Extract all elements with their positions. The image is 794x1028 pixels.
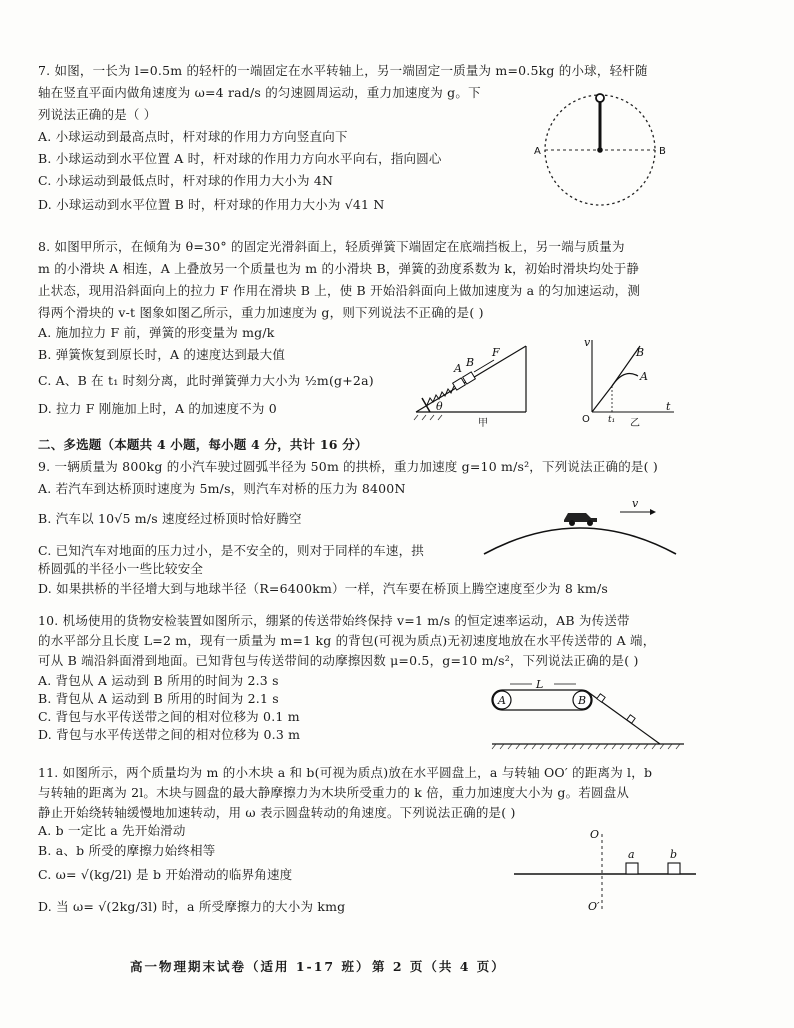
- q8-graph-t1: t₁: [608, 415, 616, 425]
- q9-fig-label-v: v: [632, 497, 639, 510]
- footer-exam-title: 高一物理期末试卷（适用 1-17 班）: [130, 959, 371, 974]
- q10-stem-line3: 可从 B 端沿斜面滑到地面。已知背包与传送带间的动摩擦因数 μ=0.5，g=10 m/s²，下列说法正确的是( ): [38, 653, 639, 668]
- q10-stem-line1: 10. 机场使用的货物安检装置如图所示，绷紧的传送带始终保持 v=1 m/s 的恒定速率运动，AB 为传送带: [38, 613, 630, 628]
- q11-turntable-figure: [510, 826, 700, 916]
- q10-fig-label-l: L: [536, 678, 544, 691]
- q10-option-b: B. 背包从 A 运动到 B 所用的时间为 2.1 s: [38, 691, 279, 706]
- q11-fig-label-a: a: [628, 848, 635, 861]
- q7-fig-label-a: A: [534, 146, 541, 157]
- q8-vt-graph: [578, 336, 678, 428]
- q8-graph-origin: O: [582, 414, 590, 425]
- q11-option-d: D. 当 ω= √(2kg/3l) 时，a 所受摩擦力的大小为 kmg: [38, 899, 346, 914]
- q9-stem: 9. 一辆质量为 800kg 的小汽车驶过圆弧半径为 50m 的拱桥，重力加速度 g=10 m/s²，下列说法正确的是( ): [38, 459, 658, 474]
- q8-stem-line4: 得两个滑块的 v-t 图象如图乙所示，重力加速度为 g，则下列说法不正确的是( ): [38, 305, 484, 320]
- q8-graph-label-b: B: [636, 346, 645, 359]
- q7-stem-line2: 轴在竖直平面内做角速度为 ω=4 rad/s 的匀速圆周运动，重力加速度为 g。下: [38, 85, 481, 100]
- q7-stem-line3: 列说法正确的是（ ）: [38, 107, 157, 122]
- q11-stem-line3: 静止开始绕转轴缓慢地加速转动，用 ω 表示圆盘转动的角速度。下列说法正确的是( ): [38, 805, 516, 820]
- q11-fig-label-o-prime: O′: [588, 900, 600, 913]
- q7-option-a: A. 小球运动到最高点时，杆对球的作用力方向竖直向下: [38, 129, 348, 144]
- q9-arch-bridge-figure: [480, 494, 680, 560]
- q9-option-c-line1: C. 已知汽车对地面的压力过小，是不安全的，则对于同样的车速，拱: [38, 543, 424, 558]
- section-multiple-choice-heading: 二、多选题（本题共 4 小题，每小题 4 分，共计 16 分）: [38, 437, 368, 452]
- q11-fig-label-o: O: [590, 828, 600, 841]
- q10-conveyor-figure: [488, 668, 688, 752]
- q7-circle-figure: [530, 88, 680, 228]
- q7-option-b: B. 小球运动到水平位置 A 时，杆对球的作用力方向水平向右，指向圆心: [38, 151, 442, 166]
- q7-option-c: C. 小球运动到最低点时，杆对球的作用力大小为 4N: [38, 173, 334, 188]
- q8-fig-label-yi: 乙: [630, 418, 640, 428]
- q8-fig-label-b: B: [466, 356, 475, 369]
- q8-fig-label-jia: 甲: [478, 418, 488, 428]
- q10-option-d: D. 背包与水平传送带之间的相对位移为 0.3 m: [38, 727, 301, 742]
- q11-option-b: B. a、b 所受的摩擦力始终相等: [38, 843, 216, 858]
- q7-option-d: D. 小球运动到水平位置 B 时，杆对球的作用力大小为 √41 N: [38, 197, 385, 212]
- q8-fig-label-a: A: [454, 362, 462, 375]
- q11-option-a: A. b 一定比 a 先开始滑动: [38, 823, 186, 838]
- q10-stem-line2: 的水平部分且长度 L=2 m，现有一质量为 m=1 kg 的背包(可视为质点)无初速度地放在水平传送带的 A 端，: [38, 633, 656, 648]
- q9-option-d: D. 如果拱桥的半径增大到与地球半径（R=6400km）一样，汽车要在桥顶上腾空速度至少为 8 km/s: [38, 581, 609, 596]
- q8-graph-axis-v: v: [584, 336, 591, 349]
- q11-stem-line1: 11. 如图所示，两个质量均为 m 的小木块 a 和 b(可视为质点)放在水平圆盘上，a 与转轴 OO′ 的距离为 l，b: [38, 765, 653, 780]
- q8-stem-line3: 止状态，现用沿斜面向上的拉力 F 作用在滑块 B 上，使 B 开始沿斜面向上做加速度为 a 的匀加速运动，测: [38, 283, 641, 298]
- q8-stem-line2: m 的小滑块 A 相连，A 上叠放另一个质量也为 m 的小滑块 B，弹簧的劲度系数为 k，初始时滑块均处于静: [38, 261, 640, 276]
- footer-page-number: 第 2 页（共 4 页）: [372, 959, 506, 974]
- q11-stem-line2: 与转轴的距离为 2l。木块与圆盘的最大静摩擦力为木块所受重力的 k 倍，重力加速度大小为 g。若圆盘从: [38, 785, 630, 800]
- q8-fig-label-theta: θ: [436, 400, 443, 413]
- q8-stem-line1: 8. 如图甲所示，在倾角为 θ=30° 的固定光滑斜面上，轻质弹簧下端固定在底端挡板上，另一端与质量为: [38, 239, 625, 254]
- q8-graph-label-a: A: [640, 370, 648, 383]
- q10-option-a: A. 背包从 A 运动到 B 所用的时间为 2.3 s: [38, 673, 279, 688]
- q8-fig-label-f: F: [492, 346, 500, 359]
- q11-fig-label-b: b: [670, 848, 678, 861]
- q7-fig-label-b: B: [659, 146, 666, 157]
- q8-option-c: C. A、B 在 t₁ 时刻分离，此时弹簧弹力大小为 ½m(g+2a): [38, 373, 374, 388]
- q8-option-a: A. 施加拉力 F 前，弹簧的形变量为 mg/k: [38, 325, 275, 340]
- q8-incline-figure: [406, 336, 536, 428]
- q8-option-d: D. 拉力 F 刚施加上时，A 的加速度不为 0: [38, 401, 277, 416]
- q8-graph-axis-t: t: [666, 400, 671, 413]
- q7-stem-line1: 7. 如图，一长为 l=0.5m 的轻杆的一端固定在水平转轴上，另一端固定一质量为 m=0.5kg 的小球，轻杆随: [38, 63, 648, 78]
- q10-fig-label-b: B: [578, 694, 587, 707]
- q10-fig-label-a: A: [498, 694, 506, 707]
- q9-option-b: B. 汽车以 10√5 m/s 速度经过桥顶时恰好腾空: [38, 511, 302, 526]
- q8-option-b: B. 弹簧恢复到原长时，A 的速度达到最大值: [38, 347, 286, 362]
- q10-option-c: C. 背包与水平传送带之间的相对位移为 0.1 m: [38, 709, 300, 724]
- q9-option-c-line2: 桥圆弧的半径小一些比较安全: [38, 561, 204, 576]
- q11-option-c: C. ω= √(kg/2l) 是 b 开始滑动的临界角速度: [38, 867, 293, 882]
- q9-option-a: A. 若汽车到达桥顶时速度为 5m/s，则汽车对桥的压力为 8400N: [38, 481, 406, 496]
